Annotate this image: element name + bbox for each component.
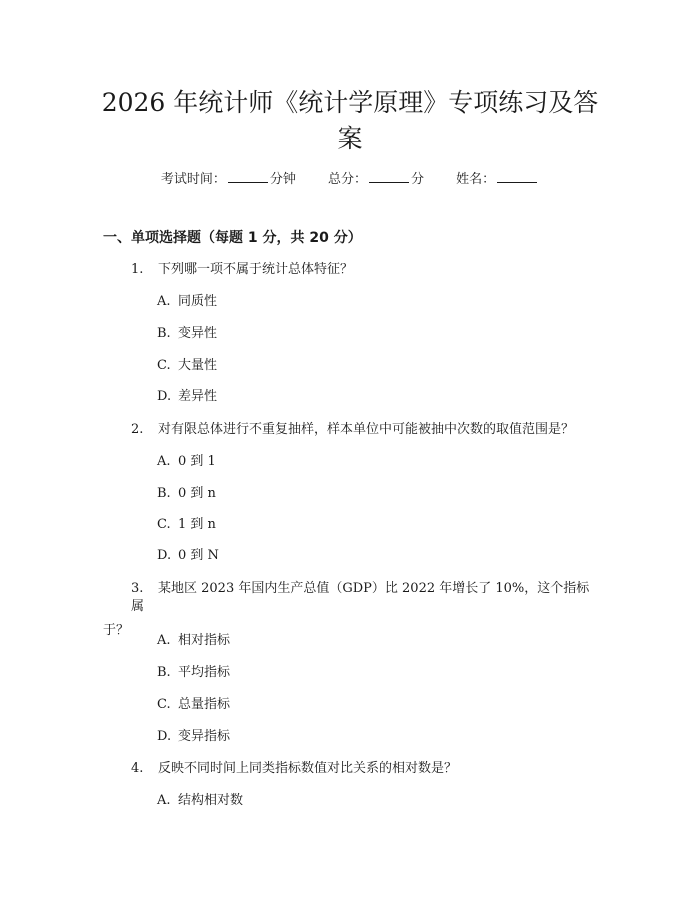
option-letter: D. (157, 389, 172, 404)
option-text: 结构相对数 (178, 793, 244, 808)
exam-title-line-1: 2026 年统计师《统计学原理》专项练习及答 (101, 88, 599, 117)
option-letter: B. (157, 326, 171, 341)
exam-title-line-2: 案 (337, 124, 363, 153)
option-letter: D. (157, 729, 172, 744)
question-3-option-c (157, 696, 230, 714)
question-2-option-a (157, 453, 216, 471)
question-2-option-b (157, 485, 216, 503)
question-3 (103, 580, 597, 640)
section-heading-single-choice: 一、单项选择题（每题 1 分，共 20 分） (103, 230, 362, 246)
question-1-option-c (157, 357, 217, 375)
option-letter: C. (157, 697, 171, 712)
option-text: 变异性 (178, 326, 218, 341)
option-text: 差异性 (178, 389, 218, 404)
option-text: 0 到 n (178, 486, 216, 501)
exam-time-label: 考试时间： (160, 172, 226, 187)
question-2 (131, 421, 574, 439)
option-text: 0 到 N (178, 548, 219, 563)
option-letter: A. (157, 454, 171, 469)
option-text: 平均指标 (178, 665, 231, 680)
question-text-continued: 于？ (103, 623, 130, 638)
option-text: 总量指标 (178, 697, 231, 712)
question-1-option-b (157, 325, 217, 343)
option-text: 变异指标 (178, 729, 231, 744)
option-letter: B. (157, 486, 171, 501)
question-text: 某地区 2023 年国内生产总值（GDP）比 2022 年增长了 10%，这个指标属 (131, 581, 590, 614)
question-text: 对有限总体进行不重复抽样，样本单位中可能被抽中次数的取值范围是？ (158, 422, 575, 437)
option-letter: C. (157, 517, 171, 532)
question-3-option-b (157, 664, 230, 682)
option-letter: B. (157, 665, 171, 680)
option-text: 同质性 (178, 294, 218, 309)
total-score-unit: 分 (411, 172, 425, 187)
exam-meta-row (0, 170, 700, 189)
question-number: 3. (131, 581, 144, 596)
name-field (456, 172, 539, 187)
question-3-option-a (157, 632, 230, 650)
name-blank (497, 170, 537, 183)
total-score-field (328, 172, 428, 187)
question-1 (131, 261, 353, 279)
question-number: 2. (131, 422, 144, 437)
option-letter: A. (157, 633, 171, 648)
option-letter: C. (157, 358, 171, 373)
question-number: 4. (131, 761, 144, 776)
question-2-option-c (157, 516, 216, 534)
option-letter: A. (157, 793, 171, 808)
exam-time-field (161, 172, 300, 187)
question-1-option-d (157, 388, 217, 406)
question-text: 下列哪一项不属于统计总体特征？ (158, 262, 354, 277)
question-3-option-d (157, 728, 230, 746)
option-text: 大量性 (178, 358, 218, 373)
name-label: 姓名： (456, 172, 496, 187)
question-4 (131, 760, 457, 778)
option-text: 0 到 1 (178, 454, 216, 469)
option-letter: A. (157, 294, 171, 309)
total-score-label: 总分： (327, 172, 367, 187)
option-letter: D. (157, 548, 172, 563)
question-1-option-a (157, 293, 217, 311)
total-score-blank (369, 170, 409, 183)
exam-time-unit: 分钟 (269, 172, 296, 187)
exam-time-blank (228, 170, 268, 183)
question-text: 反映不同时间上同类指标数值对比关系的相对数是？ (158, 761, 458, 776)
question-4-option-a (157, 792, 243, 810)
option-text: 相对指标 (178, 633, 231, 648)
question-number: 1. (131, 262, 144, 277)
question-2-option-d (157, 547, 219, 565)
option-text: 1 到 n (178, 517, 216, 532)
